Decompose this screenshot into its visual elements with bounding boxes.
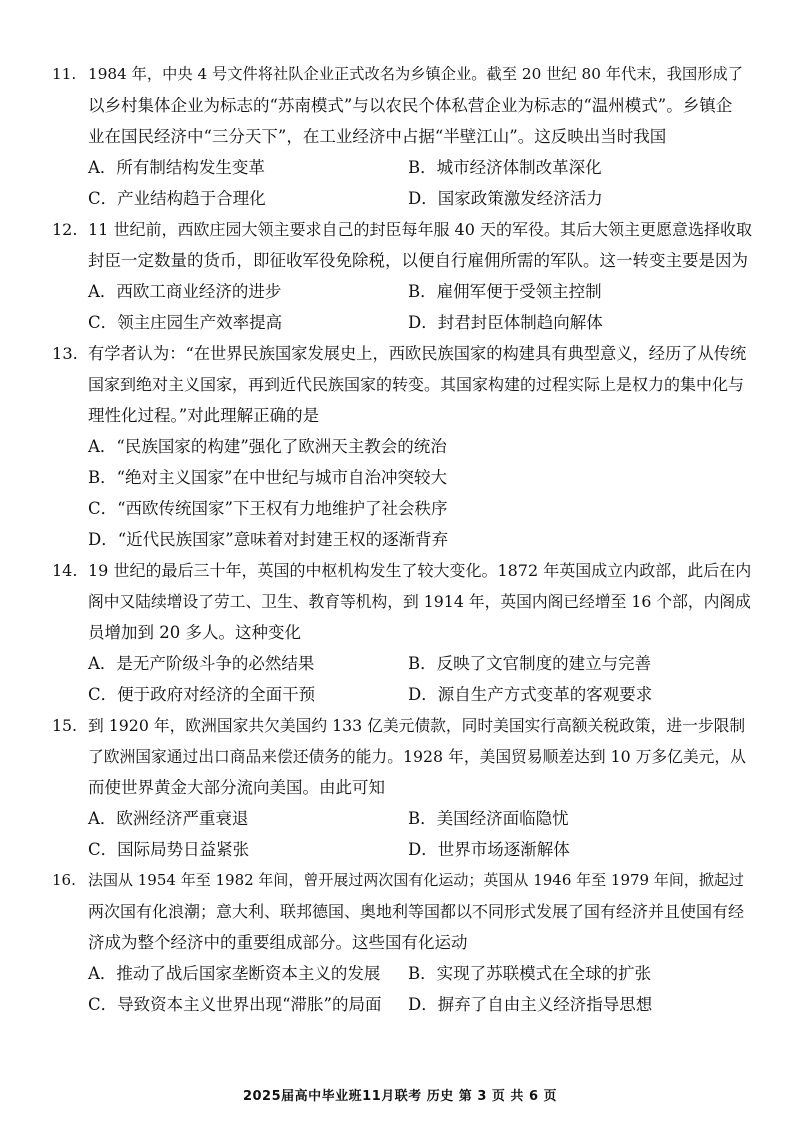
question-stem-line: 国家到绝对主义国家，再到近代民族国家的转变。其国家构建的过程实际上是权力的集中化与 bbox=[88, 375, 745, 394]
question-12 bbox=[52, 214, 752, 338]
question-number: 15. bbox=[52, 716, 78, 735]
option-c[interactable]: C．导致资本主义世界出现“滞胀”的局面 bbox=[88, 995, 382, 1014]
option-a[interactable]: A．推动了战后国家垄断资本主义的发展 bbox=[88, 964, 381, 983]
option-b[interactable]: B．雇佣军便于受领主控制 bbox=[408, 282, 602, 301]
option-row bbox=[52, 834, 752, 865]
option-a[interactable]: A．“民族国家的构建”强化了欧洲天主教会的统治 bbox=[88, 437, 447, 456]
option-row bbox=[52, 307, 752, 338]
question-stem-line: 以乡村集体企业为标志的“苏南模式”与以农民个体私营企业为标志的“温州模式”。乡镇企 bbox=[88, 96, 733, 115]
option-row bbox=[52, 462, 752, 493]
option-row bbox=[52, 431, 752, 462]
question-stem-line: 而使世界黄金大部分流向美国。由此可知 bbox=[88, 778, 385, 797]
option-a[interactable]: A．所有制结构发生变革 bbox=[88, 158, 265, 177]
option-row bbox=[52, 152, 752, 183]
question-stem-line: 14. 19 世纪的最后三十年，英国的中枢机构发生了较大变化。1872 年英国成立内政部，此后在内 bbox=[52, 555, 752, 586]
question-number: 11. bbox=[52, 65, 77, 83]
option-b[interactable]: B．实现了苏联模式在全球的扩张 bbox=[408, 964, 652, 983]
option-d[interactable]: D．“近代民族国家”意味着对封建王权的逐渐背弃 bbox=[88, 530, 449, 549]
question-number: 13. bbox=[52, 344, 78, 363]
question-stem-line: 阁中又陆续增设了劳工、卫生、教育等机构，到 1914 年，英国内阁已经增至 16 个部，内阁成 bbox=[88, 592, 751, 611]
option-c[interactable]: C．便于政府对经济的全面干预 bbox=[88, 685, 316, 704]
question-15 bbox=[52, 710, 752, 865]
option-b[interactable]: B．城市经济体制改革深化 bbox=[408, 158, 602, 177]
option-c[interactable]: C．领主庄园生产效率提高 bbox=[88, 313, 283, 332]
question-stem-line: 封臣一定数量的货币，即征收军役免除税，以便自行雇佣所需的军队。这一转变主要是因为 bbox=[88, 251, 748, 270]
question-stem-line: 15. 到 1920 年，欧洲国家共欠美国约 133 亿美元债款，同时美国实行高额关税政策，进一步限制 bbox=[52, 710, 752, 741]
question-13 bbox=[52, 338, 752, 555]
question-stem-line: 16. 法国从 1954 年至 1982 年间，曾开展过两次国有化运动；英国从 1946 年至 1979 年间，掀起过 bbox=[52, 865, 752, 896]
option-row bbox=[52, 803, 752, 834]
option-row bbox=[52, 989, 752, 1020]
option-a[interactable]: A．是无产阶级斗争的必然结果 bbox=[88, 654, 315, 673]
question-stem-line: 员增加到 20 多人。这种变化 bbox=[88, 623, 301, 642]
option-b[interactable]: B．“绝对主义国家”在中世纪与城市自治冲突较大 bbox=[88, 468, 447, 487]
option-d[interactable]: D．封君封臣体制趋向解体 bbox=[408, 313, 603, 332]
option-row bbox=[52, 679, 752, 710]
question-stem-line: 了欧洲国家通过出口商品来偿还债务的能力。1928 年，美国贸易顺差达到 10 万多亿美元，从 bbox=[88, 747, 746, 766]
option-row bbox=[52, 648, 752, 679]
option-row bbox=[52, 493, 752, 524]
page-footer: 2025届高中毕业班11月联考 历史 第 3 页 共 6 页 bbox=[242, 1089, 558, 1104]
option-c[interactable]: C．“西欧传统国家”下王权有力地维护了社会秩序 bbox=[88, 499, 448, 518]
option-d[interactable]: D．摒弃了自由主义经济指导思想 bbox=[408, 995, 653, 1014]
option-row bbox=[52, 276, 752, 307]
option-d[interactable]: D．世界市场逐渐解体 bbox=[408, 840, 570, 859]
option-d[interactable]: D．源自生产方式变革的客观要求 bbox=[408, 685, 653, 704]
option-c[interactable]: C．产业结构趋于合理化 bbox=[88, 189, 266, 208]
option-row bbox=[52, 183, 752, 214]
question-number: 14. bbox=[52, 561, 78, 580]
option-d[interactable]: D．国家政策激发经济活力 bbox=[408, 189, 603, 208]
option-a[interactable]: A．欧洲经济严重衰退 bbox=[88, 809, 249, 828]
question-stem-line: 业在国民经济中“三分天下”，在工业经济中占据“半壁江山”。这反映出当时我国 bbox=[88, 127, 667, 146]
question-number: 12. bbox=[52, 220, 78, 239]
question-stem-line: 13. 有学者认为：“在世界民族国家发展史上，西欧民族国家的构建具有典型意义，经历了从传统 bbox=[52, 338, 752, 369]
question-stem-line: 12. 11 世纪前，西欧庄园大领主要求自己的封臣每年服 40 天的军役。其后大领主更愿意选择收取 bbox=[52, 214, 752, 245]
question-number: 16. bbox=[52, 871, 76, 889]
option-a[interactable]: A．西欧工商业经济的进步 bbox=[88, 282, 282, 301]
option-row bbox=[52, 524, 752, 555]
question-16 bbox=[52, 865, 752, 1020]
question-14 bbox=[52, 555, 752, 710]
question-stem-line: 11. 1984 年，中央 4 号文件将社队企业正式改名为乡镇企业。截至 20 世纪 80 年代末，我国形成了 bbox=[52, 59, 752, 90]
option-b[interactable]: B．美国经济面临隐忧 bbox=[408, 809, 569, 828]
question-stem-line: 理性化过程。”对此理解正确的是 bbox=[88, 406, 320, 425]
option-b[interactable]: B．反映了文官制度的建立与完善 bbox=[408, 654, 652, 673]
option-c[interactable]: C．国际局势日益紧张 bbox=[88, 840, 250, 859]
question-stem-line: 济成为整个经济中的重要组成部分。这些国有化运动 bbox=[88, 933, 468, 952]
question-11 bbox=[52, 59, 752, 214]
question-stem-line: 两次国有化浪潮；意大利、联邦德国、奥地利等国都以不同形式发展了国有经济并且使国有经 bbox=[88, 902, 745, 921]
option-row bbox=[52, 958, 752, 989]
